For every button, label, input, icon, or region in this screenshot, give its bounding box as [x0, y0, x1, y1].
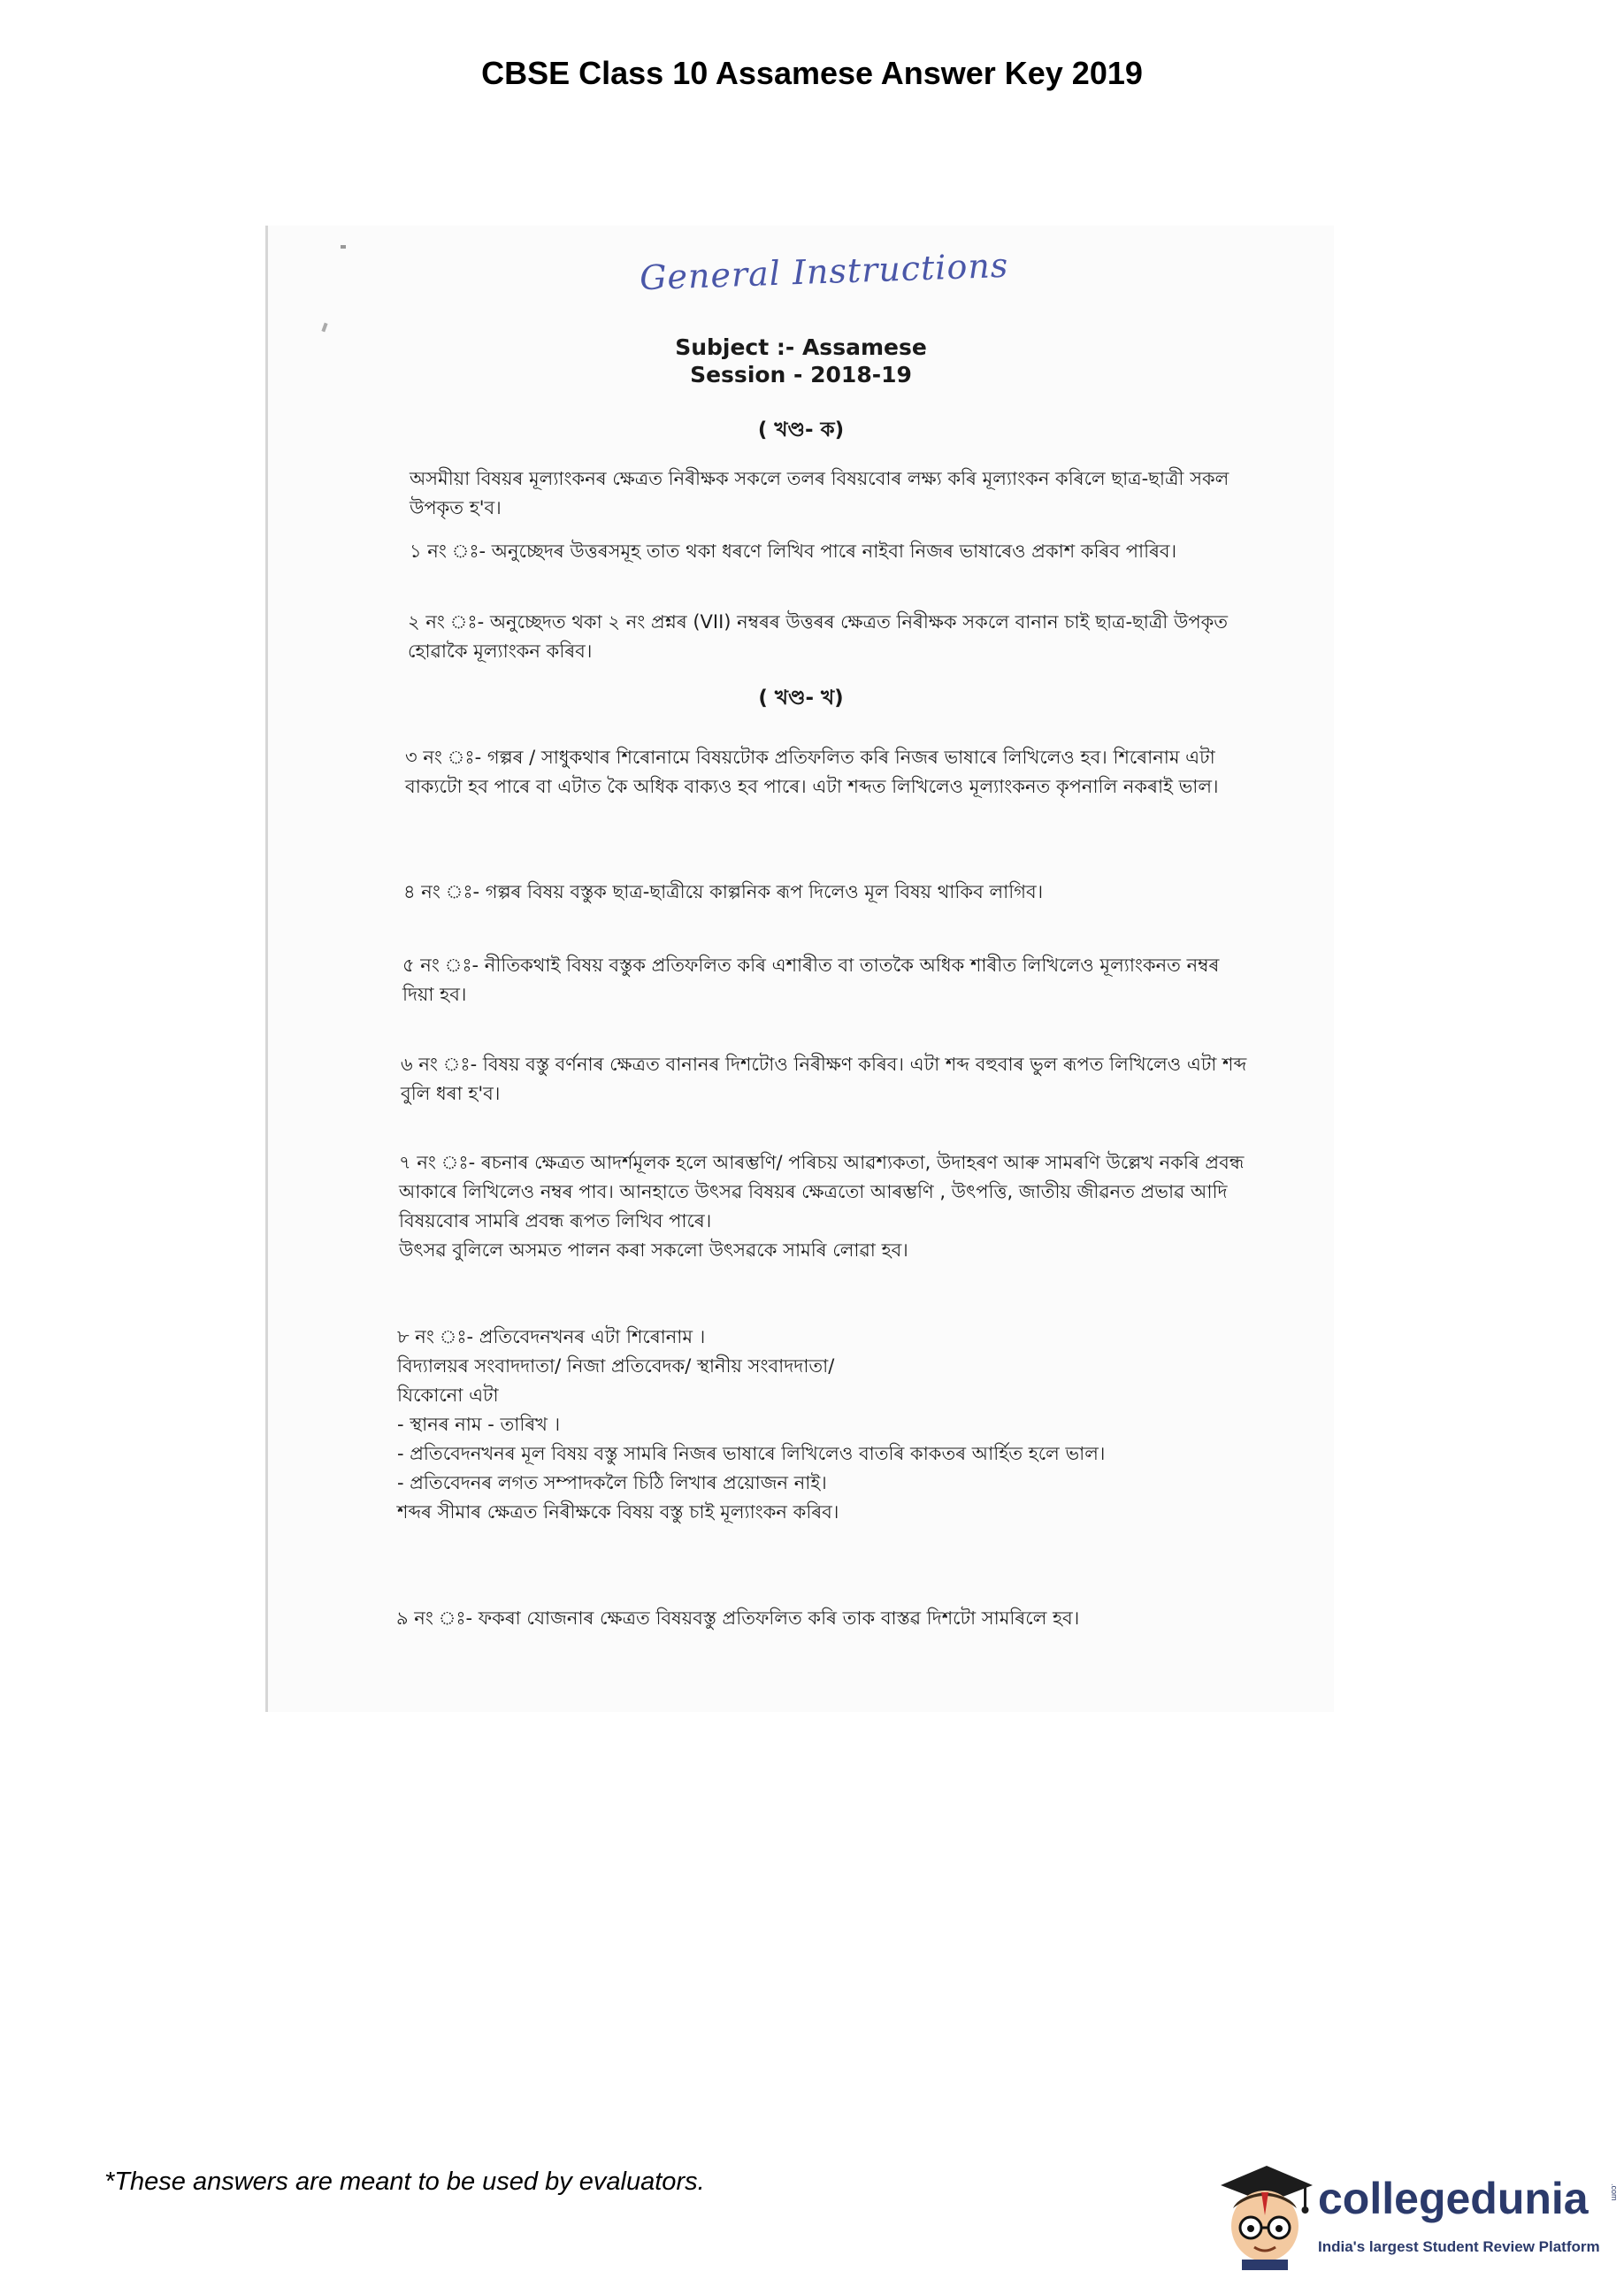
instruction-3: ৩ নং ঃ- গল্পৰ / সাধুকথাৰ শিৰোনামে বিষয়টোক প্ৰতিফলিত কৰি নিজৰ ভাষাৰে লিখিলেও হব। শিৰোনাম এটা বাক্যটো হব পাৰে বা এটাত কৈ অধিক বাক্যও হব পাৰে। এটা শব্দত লিখিলেও মূল্যাংকনত কৃপনালি নকৰাই ভাল।: [405, 747, 1219, 797]
instruction-7: ৭ নং ঃ- ৰচনাৰ ক্ষেত্ৰত আদৰ্শমূলক হলে আৰম্ভণি/ পৰিচয় আৱশ্যকতা, উদাহৰণ আৰু সামৰণি উল্লেখ নকৰি প্ৰবন্ধ আকাৰে লিখিলেও নম্বৰ পাব। আনহাতে উৎসৱ বিষয়ৰ ক্ষেত্ৰতো আৰম্ভণি , উৎপত্তি, জাতীয় জীৱনত প্ৰভাৱ আদি বিষয়বোৰ সামৰি প্ৰবন্ধ ৰূপত লিখিব পাৰে। উৎসৱ বুলিলে অসমত পালন কৰা সকলো উৎসৱকে সামৰি লোৱা হব।: [399, 1152, 1245, 1261]
page-title: CBSE Class 10 Assamese Answer Key 2019: [481, 55, 1143, 91]
instruction-8: ৮ নং ঃ- প্ৰতিবেদনখনৰ এটা শিৰোনাম । বিদ্যালয়ৰ সংবাদদাতা/ নিজা প্ৰতিবেদক/ স্থানীয় সংবাদদাতা/ যিকোনো এটা - স্থানৰ নাম - তাৰিখ । - প্ৰতিবেদনখনৰ মূল বিষয় বস্তু সামৰি নিজৰ ভাষাৰে লিখিলেও বাতৰি কাকতৰ আৰ্হিত হলে ভাল। - প্ৰতিবেদনৰ লগত সম্পাদকলৈ চিঠি লিখাৰ প্ৰয়োজন নাই। শব্দৰ সীমাৰ ক্ষেত্ৰত নিৰীক্ষকে বিষয় বস্তু চাই মূল্যাংকন কৰিব।: [397, 1326, 1106, 1523]
handwritten-title: General Instructions: [639, 245, 1009, 298]
brand-dotcom: .com: [1610, 2183, 1619, 2201]
subject-line: Subject :- Assamese: [675, 334, 927, 360]
subject-block: [268, 334, 1334, 388]
session-line: Session - 2018-19: [690, 362, 912, 388]
student-graduate-cap-mascot-icon: [1212, 2157, 1316, 2270]
section-label-b: ( খণ্ড- খ): [758, 687, 844, 710]
evaluator-note: *These answers are meant to be used by evaluators.: [104, 2168, 705, 2196]
scan-speck: [341, 245, 346, 249]
intro-paragraph: অসমীয়া বিষয়ৰ মূল্যাংকনৰ ক্ষেত্ৰত নিৰীক্ষক সকলে তলৰ বিষয়বোৰ লক্ষ্য কৰি মূল্যাংকন কৰিলে ছাত্ৰ-ছাত্ৰী সকল উপকৃত হ'ব।: [410, 468, 1229, 518]
scanned-document: [265, 226, 1334, 1712]
section-label-a: ( খণ্ড- ক): [757, 418, 845, 441]
instruction-2: ২ নং ঃ- অনুচ্ছেদত থকা ২ নং প্ৰশ্নৰ (VII) নম্বৰৰ উত্তৰৰ ক্ষেত্ৰত নিৰীক্ষক সকলে বানান চাই ছাত্ৰ-ছাত্ৰী উপকৃত হোৱাকৈ মূল্যাংকন কৰিব।: [408, 611, 1229, 662]
brand-name: collegedunia: [1318, 2174, 1589, 2223]
instruction-5: ৫ নং ঃ- নীতিকথাই বিষয় বস্তুক প্ৰতিফলিত কৰি এশাৰীত বা তাতকৈ অধিক শাৰীত লিখিলেও মূল্যাংকনত নম্বৰ দিয়া হব।: [402, 955, 1220, 1005]
collegedunia-logo: [1212, 2157, 1619, 2272]
instruction-4: ৪ নং ঃ- গল্পৰ বিষয় বস্তুক ছাত্ৰ-ছাত্ৰীয়ে কাল্পনিক ৰূপ দিলেও মূল বিষয় থাকিব লাগিব।: [403, 881, 1044, 902]
scan-speck: [321, 323, 327, 333]
instruction-6: ৬ নং ঃ- বিষয় বস্তু বৰ্ণনাৰ ক্ষেত্ৰত বানানৰ দিশটোও নিৰীক্ষণ কৰিব। এটা শব্দ বহুবাৰ ভুল ৰূপত লিখিলেও এটা শব্দ বুলি ধৰা হ'ব।: [401, 1054, 1247, 1104]
instruction-1: ১ নং ঃ- অনুচ্ছেদৰ উত্তৰসমূহ তাত থকা ধৰণে লিখিব পাৰে নাইবা নিজৰ ভাষাৰেও প্ৰকাশ কৰিব পাৰিব।: [410, 541, 1177, 562]
instruction-9: ৯ নং ঃ- ফকৰা যোজনাৰ ক্ষেত্ৰত বিষয়বস্তু প্ৰতিফলিত কৰি তাক বাস্তৱ দিশটো সামৰিলে হব।: [396, 1608, 1080, 1629]
brand-tagline: India's largest Student Review Platform: [1318, 2238, 1600, 2255]
